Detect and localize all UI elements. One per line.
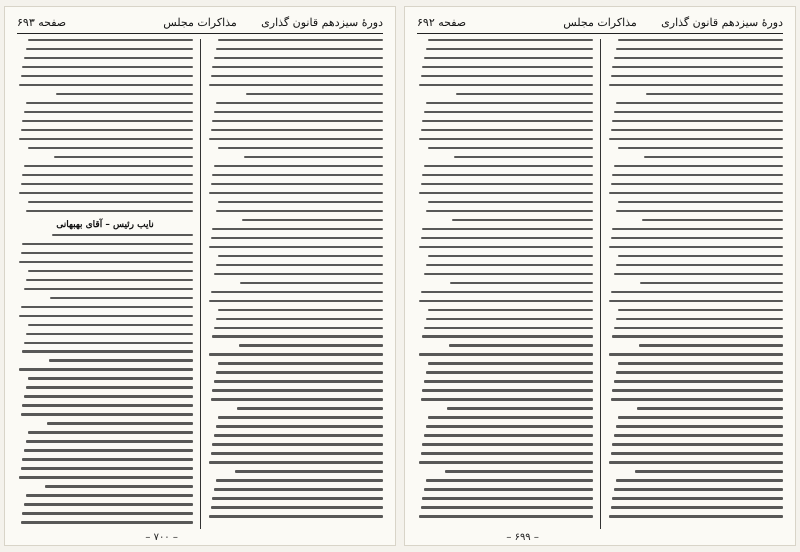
text-line bbox=[616, 425, 783, 427]
text-line bbox=[209, 461, 383, 463]
left-page-header bbox=[17, 13, 383, 35]
text-line bbox=[212, 335, 383, 337]
text-line bbox=[428, 362, 593, 364]
right-page-left-column bbox=[417, 39, 593, 529]
text-line bbox=[424, 111, 593, 113]
text-line bbox=[26, 386, 193, 388]
text-line bbox=[618, 201, 783, 203]
text-line bbox=[214, 380, 383, 382]
text-line bbox=[421, 183, 593, 185]
text-line bbox=[45, 485, 193, 487]
text-line bbox=[211, 452, 383, 454]
text-line bbox=[216, 48, 383, 50]
text-line bbox=[212, 120, 383, 122]
text-line bbox=[24, 57, 193, 59]
text-line bbox=[26, 102, 193, 104]
text-line bbox=[22, 458, 193, 460]
text-line bbox=[56, 93, 193, 95]
text-line bbox=[454, 156, 593, 158]
text-line bbox=[209, 192, 383, 194]
text-line bbox=[26, 210, 193, 212]
text-line bbox=[614, 57, 783, 59]
text-line bbox=[209, 353, 383, 355]
text-line bbox=[612, 120, 783, 122]
speaker-heading: نایب رئیس – آقای بهبهانی bbox=[56, 219, 154, 230]
text-line bbox=[209, 246, 383, 248]
text-line bbox=[28, 431, 193, 433]
text-line bbox=[26, 440, 193, 442]
text-line bbox=[614, 327, 783, 329]
text-line bbox=[428, 39, 593, 41]
text-line bbox=[421, 506, 593, 508]
text-line bbox=[612, 497, 783, 499]
text-line bbox=[611, 75, 783, 77]
text-line bbox=[456, 93, 593, 95]
text-line bbox=[21, 183, 193, 185]
left-page bbox=[4, 6, 396, 546]
text-line bbox=[419, 246, 593, 248]
right-header-series: دورهٔ سیزدهم قانون گذاری bbox=[661, 16, 783, 29]
text-line bbox=[612, 443, 783, 445]
text-line bbox=[212, 66, 383, 68]
text-line bbox=[209, 515, 383, 517]
text-line bbox=[609, 515, 783, 517]
text-line bbox=[447, 407, 593, 409]
text-line bbox=[616, 48, 783, 50]
text-line bbox=[24, 111, 193, 113]
text-line bbox=[54, 156, 193, 158]
text-line bbox=[612, 389, 783, 391]
text-line bbox=[211, 183, 383, 185]
text-line bbox=[21, 129, 193, 131]
left-page-right-column-text bbox=[207, 39, 383, 529]
right-page bbox=[404, 6, 796, 546]
text-line bbox=[211, 291, 383, 293]
text-line bbox=[614, 434, 783, 436]
text-line bbox=[22, 66, 193, 68]
text-line bbox=[422, 66, 593, 68]
text-line bbox=[52, 234, 193, 236]
text-line bbox=[214, 273, 383, 275]
left-page-left-column-text bbox=[17, 39, 193, 529]
text-line bbox=[609, 300, 783, 302]
text-line bbox=[209, 138, 383, 140]
text-line bbox=[419, 84, 593, 86]
text-line bbox=[218, 416, 383, 418]
text-line bbox=[419, 353, 593, 355]
text-line bbox=[445, 470, 593, 472]
text-line bbox=[618, 362, 783, 364]
right-page-left-column-text bbox=[417, 39, 593, 529]
text-line bbox=[26, 279, 193, 281]
text-line bbox=[19, 315, 193, 317]
text-line bbox=[616, 102, 783, 104]
text-line bbox=[24, 503, 193, 505]
text-line bbox=[216, 210, 383, 212]
text-line bbox=[618, 255, 783, 257]
left-header-series: دورهٔ سیزدهم قانون گذاری bbox=[261, 16, 383, 29]
text-line bbox=[616, 318, 783, 320]
text-line bbox=[218, 309, 383, 311]
left-page-footer: – ۷۰۰ – bbox=[145, 532, 178, 543]
text-line bbox=[611, 183, 783, 185]
text-line bbox=[424, 434, 593, 436]
text-line bbox=[614, 165, 783, 167]
text-line bbox=[609, 84, 783, 86]
text-line bbox=[22, 512, 193, 514]
text-line bbox=[28, 377, 193, 379]
text-line bbox=[19, 476, 193, 478]
text-line bbox=[28, 201, 193, 203]
text-line bbox=[618, 147, 783, 149]
text-line bbox=[246, 93, 383, 95]
text-line bbox=[209, 300, 383, 302]
text-line bbox=[28, 147, 193, 149]
text-line bbox=[28, 270, 193, 272]
text-line bbox=[421, 75, 593, 77]
text-line bbox=[419, 192, 593, 194]
text-line bbox=[611, 237, 783, 239]
text-line bbox=[611, 398, 783, 400]
text-line bbox=[216, 425, 383, 427]
text-line bbox=[422, 389, 593, 391]
text-line bbox=[211, 75, 383, 77]
text-line bbox=[450, 282, 593, 284]
text-line bbox=[609, 246, 783, 248]
text-line bbox=[24, 395, 193, 397]
text-line bbox=[22, 350, 193, 352]
text-line bbox=[428, 201, 593, 203]
text-line bbox=[26, 333, 193, 335]
right-page-header bbox=[417, 13, 783, 35]
text-line bbox=[614, 273, 783, 275]
text-line bbox=[26, 48, 193, 50]
text-line bbox=[22, 174, 193, 176]
text-line bbox=[614, 111, 783, 113]
text-line bbox=[216, 479, 383, 481]
text-line bbox=[428, 147, 593, 149]
text-line bbox=[428, 416, 593, 418]
text-line bbox=[609, 192, 783, 194]
text-line bbox=[19, 84, 193, 86]
text-line bbox=[218, 362, 383, 364]
text-line bbox=[609, 353, 783, 355]
text-line bbox=[214, 488, 383, 490]
text-line bbox=[614, 380, 783, 382]
text-line bbox=[635, 470, 783, 472]
text-line bbox=[19, 192, 193, 194]
text-line bbox=[240, 282, 383, 284]
text-line bbox=[421, 398, 593, 400]
text-line bbox=[22, 243, 193, 245]
text-line bbox=[218, 147, 383, 149]
text-line bbox=[428, 255, 593, 257]
text-line bbox=[424, 380, 593, 382]
text-line bbox=[214, 165, 383, 167]
text-line bbox=[616, 371, 783, 373]
text-line bbox=[421, 291, 593, 293]
text-line bbox=[426, 210, 593, 212]
right-header-title: مذاکرات مجلس bbox=[563, 16, 637, 29]
left-page-columns bbox=[17, 39, 383, 529]
text-line bbox=[214, 327, 383, 329]
text-line bbox=[211, 506, 383, 508]
text-line bbox=[216, 371, 383, 373]
text-line bbox=[212, 174, 383, 176]
text-line bbox=[216, 264, 383, 266]
text-line bbox=[426, 479, 593, 481]
text-line bbox=[618, 416, 783, 418]
text-line bbox=[24, 449, 193, 451]
text-line bbox=[211, 398, 383, 400]
left-page-left-column bbox=[17, 39, 193, 529]
text-line bbox=[426, 425, 593, 427]
text-line bbox=[19, 368, 193, 370]
text-line bbox=[209, 84, 383, 86]
text-line bbox=[212, 497, 383, 499]
text-line bbox=[637, 407, 783, 409]
text-line bbox=[214, 57, 383, 59]
right-header-rule bbox=[417, 33, 783, 34]
text-line bbox=[216, 102, 383, 104]
text-line bbox=[421, 452, 593, 454]
text-line bbox=[424, 488, 593, 490]
text-line bbox=[611, 129, 783, 131]
text-line bbox=[26, 494, 193, 496]
text-line bbox=[426, 102, 593, 104]
text-line bbox=[212, 443, 383, 445]
text-line bbox=[22, 404, 193, 406]
text-line bbox=[422, 174, 593, 176]
text-line bbox=[426, 264, 593, 266]
text-line bbox=[422, 228, 593, 230]
text-line bbox=[422, 443, 593, 445]
text-line bbox=[218, 39, 383, 41]
text-line bbox=[24, 288, 193, 290]
text-line bbox=[618, 309, 783, 311]
text-line bbox=[211, 237, 383, 239]
left-header-rule bbox=[17, 33, 383, 34]
left-header-title: مذاکرات مجلس bbox=[163, 16, 237, 29]
text-line bbox=[214, 434, 383, 436]
text-line bbox=[214, 111, 383, 113]
text-line bbox=[424, 165, 593, 167]
text-line bbox=[616, 479, 783, 481]
text-line bbox=[421, 129, 593, 131]
text-line bbox=[611, 506, 783, 508]
text-line bbox=[422, 335, 593, 337]
text-line bbox=[612, 228, 783, 230]
text-line bbox=[211, 129, 383, 131]
text-line bbox=[639, 344, 783, 346]
text-line bbox=[212, 228, 383, 230]
text-line bbox=[19, 138, 193, 140]
text-line bbox=[422, 497, 593, 499]
text-line bbox=[244, 156, 383, 158]
text-line bbox=[28, 39, 193, 41]
text-line bbox=[424, 327, 593, 329]
text-line bbox=[640, 282, 783, 284]
text-line bbox=[426, 318, 593, 320]
text-line bbox=[616, 210, 783, 212]
right-page-right-column-text bbox=[607, 39, 783, 529]
text-line bbox=[21, 521, 193, 523]
text-line bbox=[452, 219, 593, 221]
text-line bbox=[21, 413, 193, 415]
right-page-columns bbox=[417, 39, 783, 529]
text-line bbox=[609, 461, 783, 463]
text-line bbox=[422, 120, 593, 122]
text-line bbox=[428, 309, 593, 311]
text-line bbox=[419, 515, 593, 517]
text-line bbox=[612, 66, 783, 68]
text-line bbox=[218, 201, 383, 203]
text-line bbox=[49, 359, 193, 361]
right-page-right-column bbox=[607, 39, 783, 529]
text-line bbox=[24, 165, 193, 167]
text-line bbox=[611, 291, 783, 293]
text-line bbox=[22, 120, 193, 122]
text-line bbox=[218, 255, 383, 257]
text-line bbox=[50, 297, 193, 299]
text-line bbox=[419, 300, 593, 302]
text-line bbox=[426, 371, 593, 373]
text-line bbox=[421, 237, 593, 239]
right-page-footer: – ۶۹۹ – bbox=[506, 532, 539, 543]
text-line bbox=[644, 156, 783, 158]
text-line bbox=[21, 467, 193, 469]
text-line bbox=[646, 93, 783, 95]
text-line bbox=[239, 344, 383, 346]
text-line bbox=[47, 422, 193, 424]
text-line bbox=[216, 318, 383, 320]
right-header-page-number: صفحه ۶۹۲ bbox=[417, 16, 467, 29]
text-line bbox=[642, 219, 783, 221]
text-line bbox=[618, 39, 783, 41]
text-line bbox=[419, 138, 593, 140]
text-line bbox=[449, 344, 593, 346]
text-line bbox=[609, 138, 783, 140]
text-line bbox=[24, 342, 193, 344]
text-line bbox=[612, 174, 783, 176]
text-line bbox=[212, 389, 383, 391]
text-line bbox=[419, 461, 593, 463]
text-line bbox=[611, 452, 783, 454]
text-line bbox=[19, 261, 193, 263]
text-line bbox=[612, 335, 783, 337]
text-line bbox=[21, 306, 193, 308]
text-line bbox=[28, 324, 193, 326]
text-line bbox=[616, 264, 783, 266]
text-line bbox=[242, 219, 383, 221]
text-line bbox=[614, 488, 783, 490]
text-line bbox=[237, 407, 383, 409]
text-line bbox=[426, 48, 593, 50]
text-line bbox=[424, 273, 593, 275]
text-line bbox=[424, 57, 593, 59]
text-line bbox=[235, 470, 383, 472]
left-page-right-column bbox=[207, 39, 383, 529]
left-header-page-number: صفحه ۶۹۳ bbox=[17, 16, 67, 29]
text-line bbox=[21, 252, 193, 254]
text-line bbox=[21, 75, 193, 77]
